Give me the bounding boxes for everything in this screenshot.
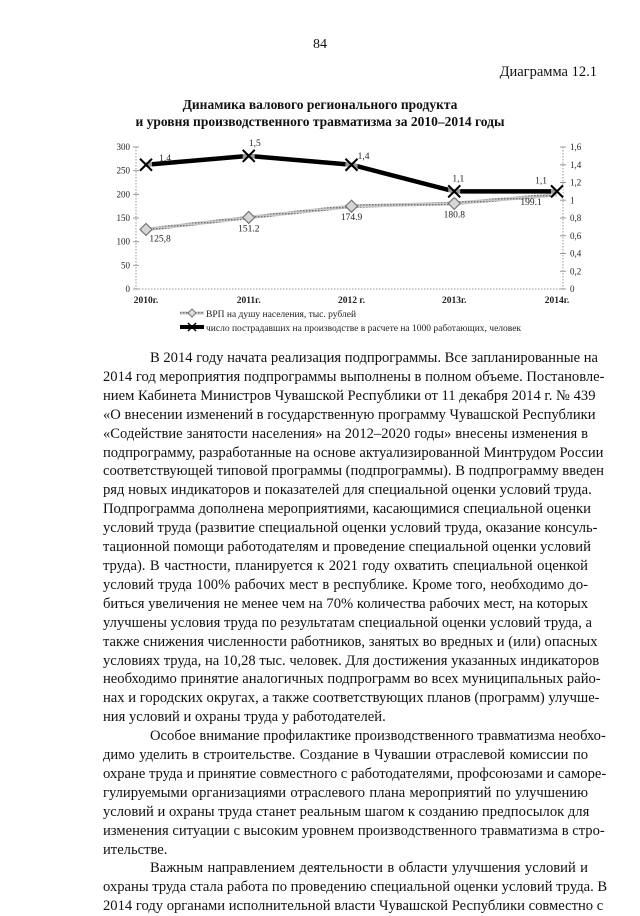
x-marker-icon [243, 150, 255, 162]
x-axis-tick: 2012 г. [338, 296, 365, 306]
left-axis-tick: 250 [116, 165, 130, 176]
x-axis-tick: 2014г. [544, 296, 570, 306]
text-line: условий труда (развитие специальной оценки условий труда, оказание консуль- [103, 520, 598, 537]
data-label: 1,1 [452, 174, 465, 185]
right-axis-tick: 1,6 [570, 142, 582, 152]
x-axis-tick: 2010г. [133, 296, 159, 306]
legend-item-vrp [180, 309, 356, 320]
text-line: биться увеличения не менее чем на 70% количества рабочих мест, на которых [103, 595, 588, 612]
paragraph-2 [103, 727, 607, 859]
left-axis-tick: 150 [116, 213, 130, 223]
text-line: нием Кабинета Министров Чувашской Республики от 11 декабря 2014 г. № 439 [103, 387, 596, 404]
text-line: тационной помощи работодателям и проведение специальной оценки условий [103, 539, 591, 556]
series-injuries [140, 139, 563, 198]
data-label: 1,4 [159, 153, 171, 164]
text-line: условиях труда, на 10,28 тыс. человек. Для достижения указанных индикаторов [103, 652, 600, 669]
right-axis-tick: 0,8 [570, 213, 582, 223]
diamond-marker-icon [346, 200, 358, 212]
body-text [103, 349, 608, 916]
x-marker-icon [551, 185, 563, 197]
left-axis-tick: 50 [121, 260, 130, 271]
x-marker-icon [448, 185, 460, 197]
paragraph-1 [103, 349, 605, 727]
text-line: необходимо принятие аналогичных подпрограмм во всех муниципальных райо- [103, 671, 601, 688]
right-axis [560, 142, 582, 294]
data-label: 180.8 [443, 210, 465, 221]
data-label: 199.1 [520, 197, 542, 208]
text-line: «Содействие занятости населения» на 2012–2020 годы» внесены изменения в [103, 425, 588, 442]
text-line: условий и охраны труда станет реальным шагом к созданию предпосылок для [103, 803, 590, 820]
right-axis-tick: 0,2 [570, 266, 582, 277]
legend [180, 309, 521, 334]
text-line: гулируемыми организациями отраслевого плана мероприятий по улучшению [103, 784, 588, 801]
text-line: также снижения численности работников, занятых во вредных и (или) опасных [103, 633, 598, 650]
left-axis-tick: 200 [116, 189, 130, 200]
x-axis [134, 289, 570, 306]
text-line: Важным направлением деятельности в области улучшения условий и [150, 860, 588, 877]
text-line: «О внесении изменений в государственную программу Чувашской Республики [103, 406, 596, 423]
left-axis-tick: 0 [125, 284, 130, 294]
page-number: 84 [313, 37, 327, 52]
diagram-label: Диаграмма 12.1 [499, 64, 597, 80]
right-axis-tick: 0,4 [570, 248, 582, 259]
paragraph-3 [103, 859, 608, 916]
series-vrp [140, 195, 557, 245]
x-marker-icon [346, 159, 358, 171]
legend-label-injuries: число пострадавших на производстве в расчете на 1000 работающих, человек [206, 324, 522, 334]
right-axis-tick: 0,6 [570, 230, 582, 241]
data-label: 151.2 [238, 224, 260, 235]
text-line: Особое внимание профилактике производственного травматизма необхо- [150, 728, 606, 745]
text-line: ния условий и охраны труда у работодателей. [103, 709, 386, 726]
text-line: ительстве. [103, 841, 168, 858]
data-label: 125,8 [149, 234, 171, 245]
text-line: 2014 год мероприятия подпрограммы выполнены в полном объеме. Постановле- [103, 368, 605, 385]
diamond-marker-icon [448, 197, 460, 209]
legend-item-injuries [180, 323, 521, 334]
text-line: соответствующей типовой программы (подпрограммы). В подпрограмму введен [103, 463, 604, 480]
data-label: 1,4 [357, 151, 370, 162]
data-label: 174.9 [340, 213, 363, 224]
left-axis-tick: 100 [116, 236, 130, 247]
left-axis [117, 142, 140, 294]
diamond-marker-icon [188, 309, 196, 317]
right-axis-tick: 1,2 [570, 177, 582, 188]
text-line: труда). В частности, планируется к 2021 году охватить специальной оценкой [103, 557, 588, 574]
diamond-marker-icon [243, 211, 255, 223]
text-line: ряд новых индикаторов и показателей для специальной оценки условий труда. [103, 482, 592, 499]
text-line: димо уделить в строительстве. Создание в Чувашии отраслевой комиссии по [103, 747, 588, 764]
text-line: охране труда и принятие совместного с работодателями, профсоюзами и саморе- [103, 765, 607, 782]
x-marker-icon [140, 159, 152, 171]
text-line: В 2014 году начата реализация подпрограммы. Все запланированные на [150, 350, 598, 366]
chart-title-line1: Динамика валового регионального продукта [182, 97, 458, 112]
right-axis-tick: 1 [570, 195, 575, 206]
text-line: охраны труда стала работа по проведению специальной оценки условий труда. В [103, 879, 608, 896]
line-chart [0, 0, 640, 345]
text-line: 2014 году органами исполнительной власти Чувашской Республики совместно с [103, 898, 604, 915]
data-label: 1,1 [535, 176, 547, 187]
text-line: подпрограмму, разработанные на основе актуализированной Минтрудом России [103, 444, 604, 461]
right-axis-tick: 0 [570, 284, 575, 294]
left-axis-tick: 300 [116, 142, 130, 152]
legend-label-vrp: ВРП на душу населения, тыс. рублей [206, 310, 357, 320]
chart-title-line2: и уровня производственного травматизма за 2010–2014 годы [135, 114, 505, 129]
text-line: изменения ситуации с высоким уровнем производственного травматизма в стро- [103, 822, 605, 839]
right-axis-tick: 1,4 [570, 159, 582, 170]
x-axis-tick: 2013г. [441, 296, 467, 306]
x-axis-tick: 2011г. [236, 296, 261, 306]
data-label: 1,5 [248, 138, 261, 149]
text-line: улучшены условия труда по результатам специальной оценки условий труда, а [103, 614, 592, 631]
text-line: Подпрограмма дополнена мероприятиями, касающимися специальной оценки [103, 501, 591, 518]
text-line: нах и городских округах, а также соответствующих планов (программ) улучше- [103, 690, 600, 707]
text-line: условий труда 100% рабочих мест в республике. Кроме того, необходимо до- [103, 576, 588, 593]
